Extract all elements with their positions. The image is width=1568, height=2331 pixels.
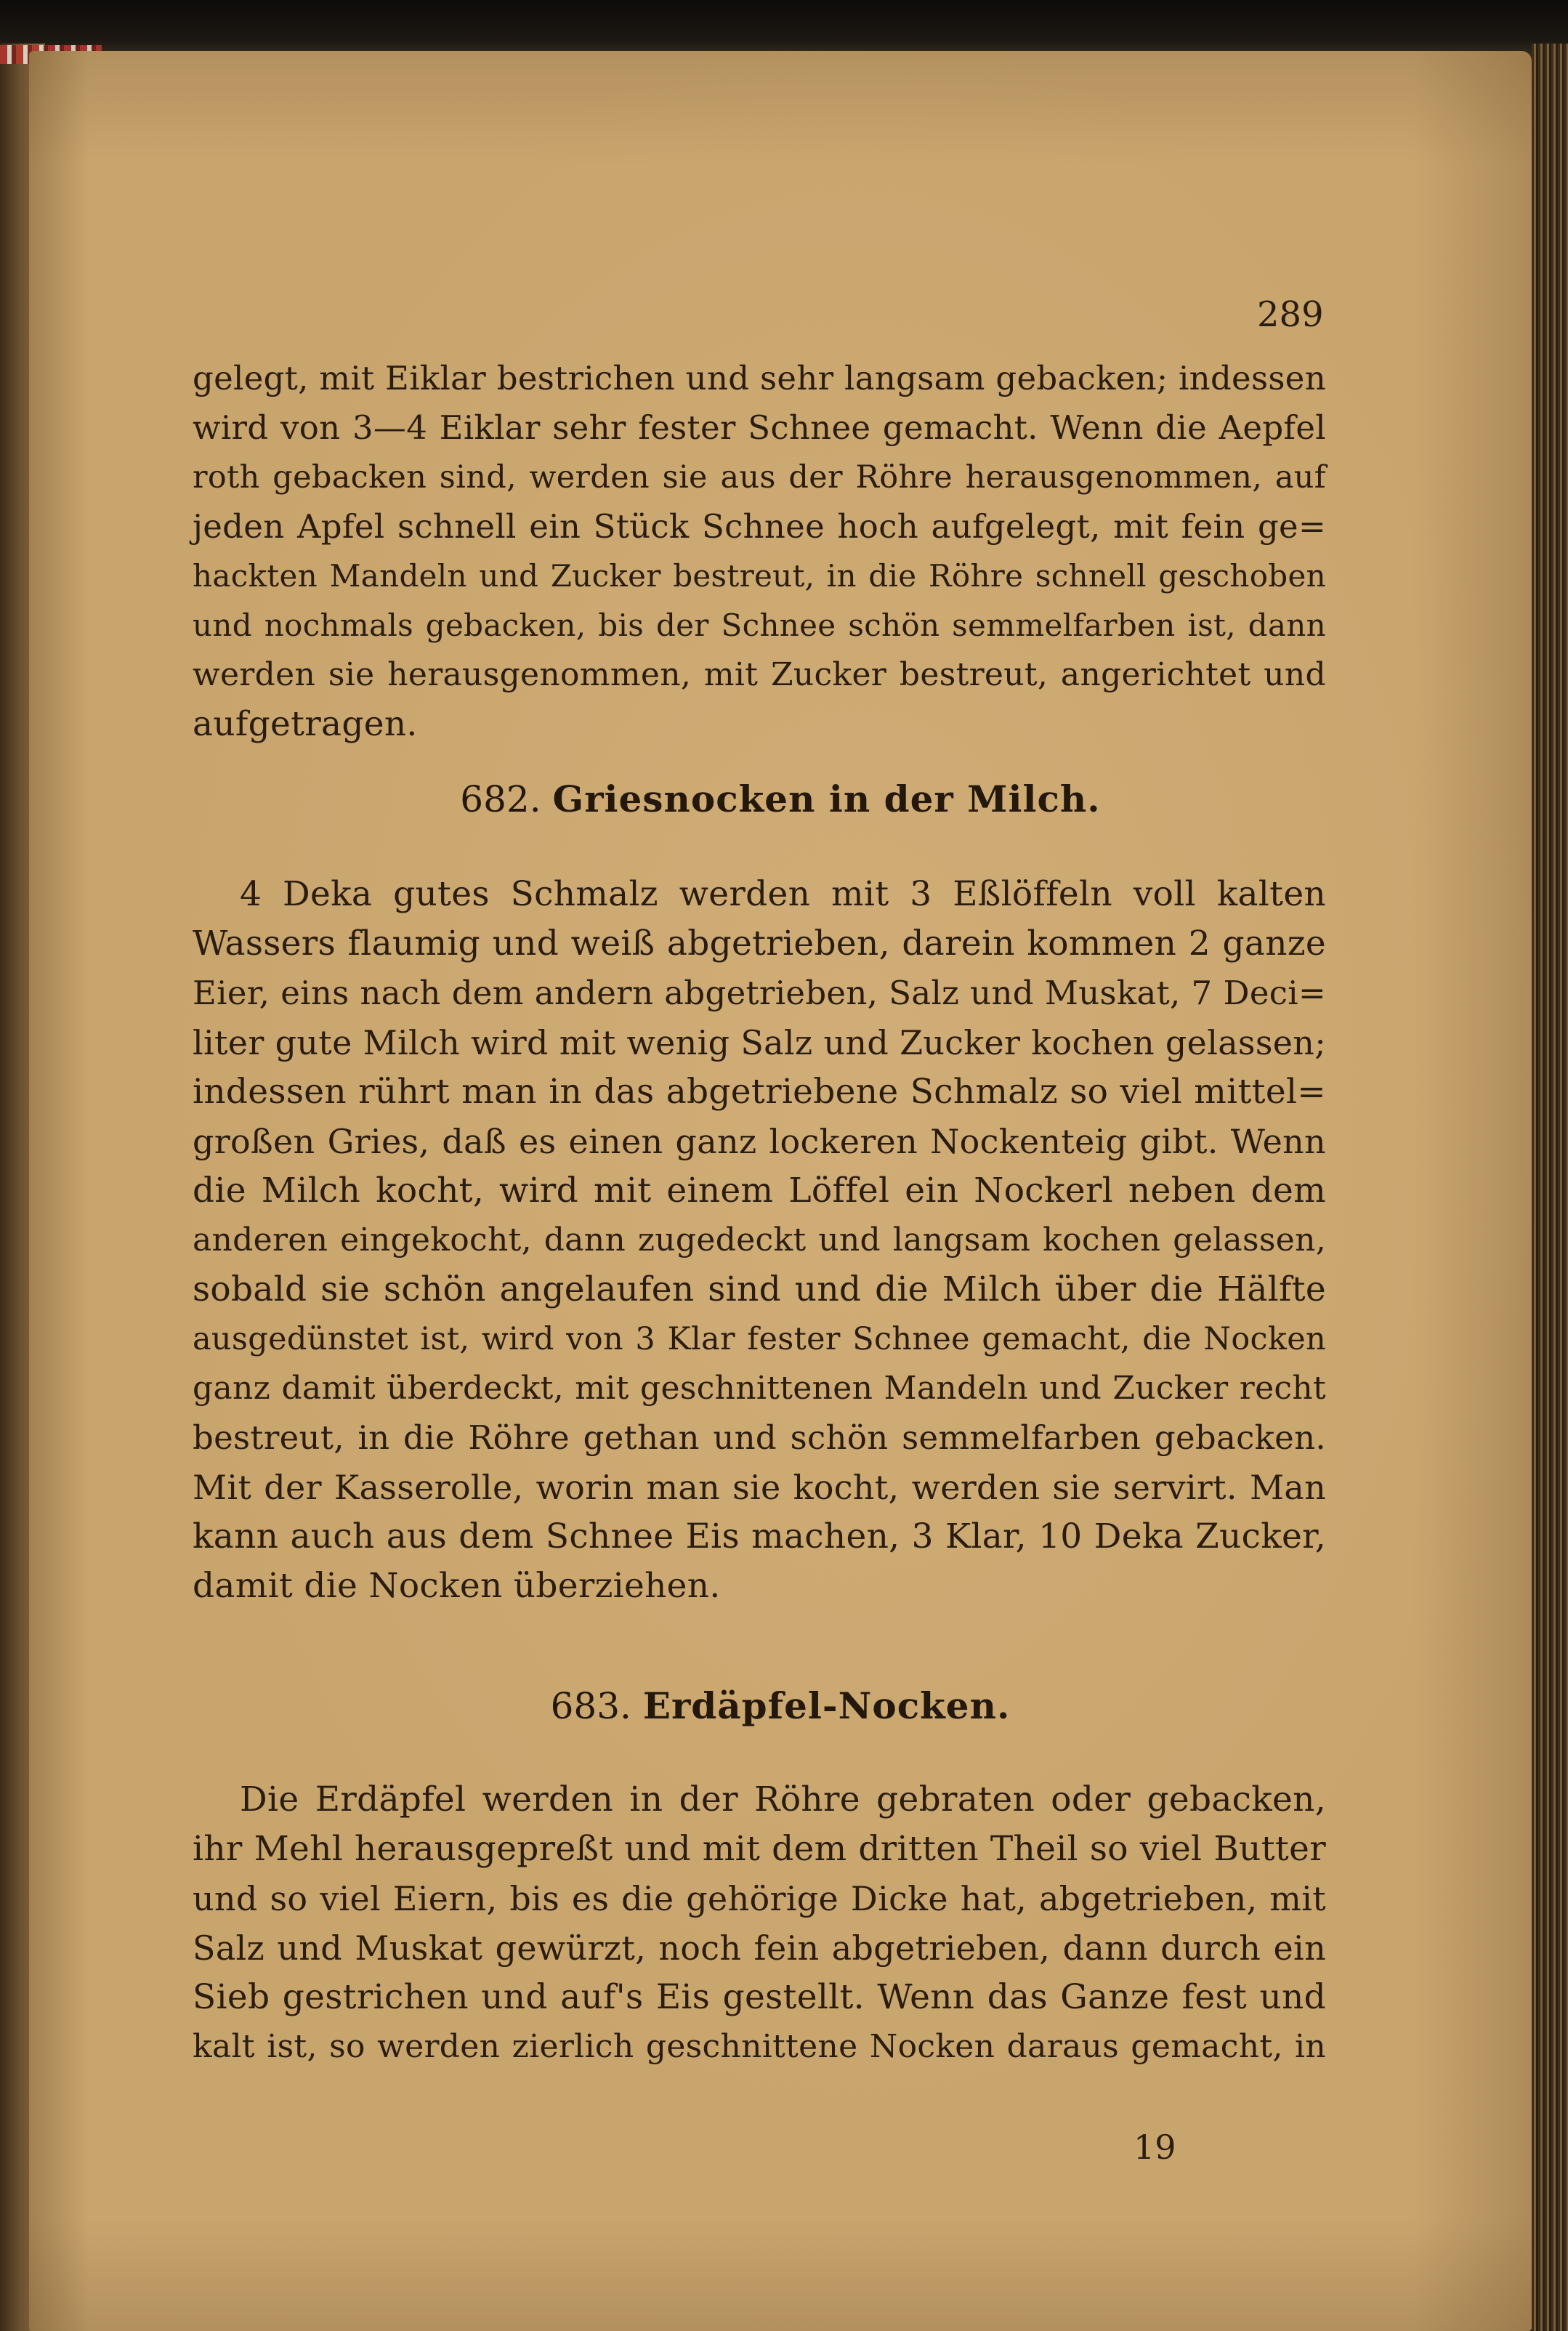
paragraph-line: Eier, eins nach dem andern abgetrieben, Salz und Muskat, 7 Deci= [193,974,1326,1012]
paragraph-line: großen Gries, daß es einen ganz lockeren Nockenteig gibt. Wenn [193,1122,1326,1161]
top-book-edge [0,0,1568,58]
paragraph-line: Mit der Kasserolle, worin man sie kocht, werden sie servirt. Man [193,1468,1326,1507]
recipe-number: 682. [460,778,541,820]
paragraph-line: die Milch kocht, wird mit einem Löffel ein Nockerl neben dem [193,1171,1326,1211]
recipe-heading-683 [29,1684,1532,1727]
signature-mark: 19 [1133,2128,1176,2167]
paragraph-line: roth gebacken sind, werden sie aus der Röhre herausgenommen, auf [193,459,1326,496]
paragraph-line: wird von 3—4 Eiklar sehr fester Schnee gemacht. Wenn die Aepfel [193,408,1326,447]
recipe-title: Griesnocken in der Milch. [552,777,1101,820]
paragraph-line: kann auch aus dem Schnee Eis machen, 3 Klar, 10 Deka Zucker, [193,1516,1326,1556]
page-edges [1532,44,1568,2331]
paragraph-line: Die Erdäpfel werden in der Röhre gebraten oder gebacken, [240,1779,1326,1819]
paragraph-line: werden sie herausgenommen, mit Zucker bestreut, angerichtet und [193,656,1326,693]
paragraph-line: Salz und Muskat gewürzt, noch fein abgetrieben, dann durch ein [193,1928,1326,1968]
paragraph-line: indessen rührt man in das abgetriebene Schmalz so viel mittel= [193,1072,1326,1112]
paragraph-line: aufgetragen. [193,704,418,744]
paragraph-line: damit die Nocken überziehen. [193,1566,721,1606]
page-number: 289 [1257,294,1324,335]
paragraph-line: bestreut, in die Röhre gethan und schön semmelfarben gebacken. [193,1418,1326,1457]
paragraph-line: und nochmals gebacken, bis der Schnee schön semmelfarben ist, dann [193,607,1326,643]
paragraph-line: 4 Deka gutes Schmalz werden mit 3 Eßlöffeln voll kalten [240,874,1326,914]
paragraph-line: kalt ist, so werden zierlich geschnittene Nocken daraus gemacht, in [193,2028,1326,2065]
paragraph-line: ausgedünstet ist, wird von 3 Klar fester Schnee gemacht, die Nocken [193,1321,1326,1357]
paragraph-line: ganz damit überdeckt, mit geschnittenen Mandeln und Zucker recht [193,1370,1326,1407]
paragraph-line: und so viel Eiern, bis es die gehörige Dicke hat, abgetrieben, mit [193,1879,1326,1918]
paragraph-line: gelegt, mit Eiklar bestrichen und sehr langsam gebacken; indessen [193,359,1326,397]
page-sheet [29,51,1532,2331]
paragraph-line: jeden Apfel schnell ein Stück Schnee hoch aufgelegt, mit fein ge= [193,507,1326,546]
recipe-number: 683. [550,1685,631,1727]
paragraph-line: anderen eingekocht, dann zugedeckt und langsam kochen gelassen, [193,1221,1326,1259]
recipe-title: Erdäpfel-Nocken. [642,1684,1011,1727]
paragraph-line: sobald sie schön angelaufen sind und die Milch über die Hälfte [193,1269,1326,1309]
paragraph-line: Sieb gestrichen und auf's Eis gestellt. Wenn das Ganze fest und [193,1977,1326,2017]
recipe-heading-682 [29,777,1532,820]
paragraph-line: liter gute Milch wird mit wenig Salz und Zucker kochen gelassen; [193,1023,1326,1062]
paragraph-line: hackten Mandeln und Zucker bestreut, in die Röhre schnell geschoben [193,558,1326,594]
paragraph-line: ihr Mehl herausgepreßt und mit dem dritten Theil so viel Butter [193,1829,1326,1869]
paragraph-line: Wassers flaumig und weiß abgetrieben, darein kommen 2 ganze [193,924,1326,963]
